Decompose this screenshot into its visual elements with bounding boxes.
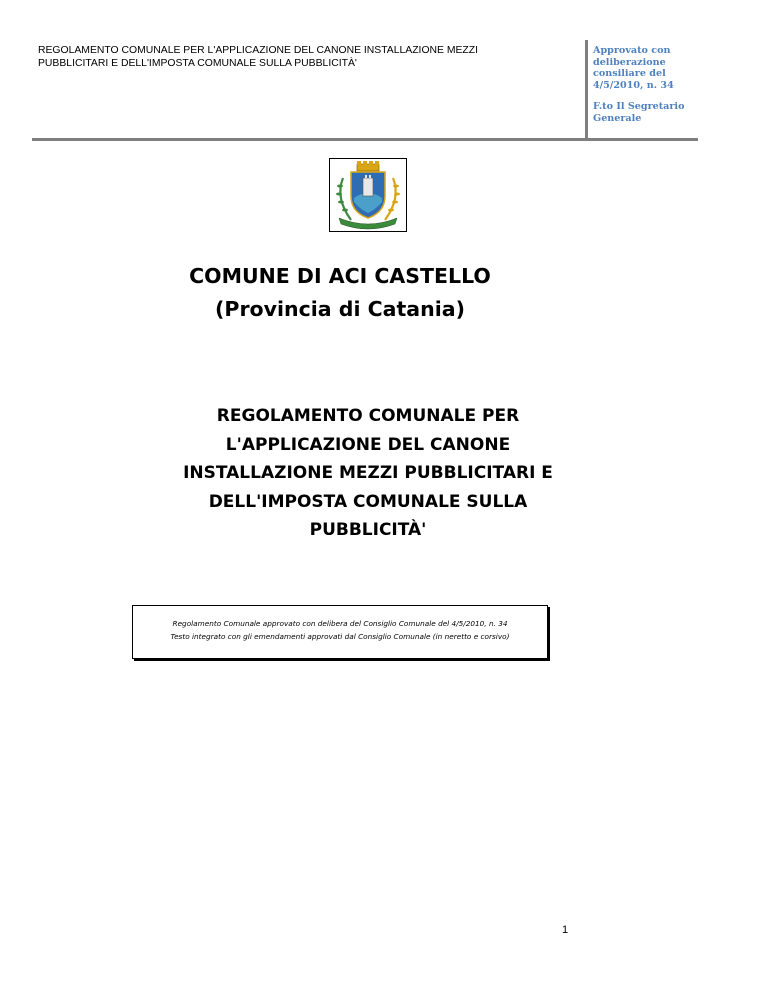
approval-line-2: deliberazione [593,56,666,68]
approval-notice-box [132,605,548,659]
document-title [160,402,576,545]
notice-line-1: Regolamento Comunale approvato con delibera del Consiglio Comunale del 4/5/2010, n. 34 [172,619,508,628]
document-title-line-4: DELL'IMPOSTA COMUNALE SULLA [208,491,528,512]
document-title-line-1: REGOLAMENTO COMUNALE PER [216,406,520,426]
running-header-line-1: REGOLAMENTO COMUNALE PER L'APPLICAZIONE DEL CANONE INSTALLAZIONE MEZZI [38,45,479,56]
running-header-line-2: PUBBLICITARI E DELL'IMPOSTA COMUNALE SULLA PUBBLICITÀ' [38,58,357,69]
header-vertical-divider [585,40,588,140]
comune-heading [0,260,680,326]
approval-line-1: Approvato con [593,45,671,56]
signature-line-1: F.to Il Segretario [593,101,685,113]
header-horizontal-divider [32,138,698,141]
comune-name: COMUNE DI ACI CASTELLO [189,264,491,288]
signature-line-2: Generale [593,112,642,124]
document-title-line-5: PUBBLICITÀ' [309,520,427,540]
document-title-line-3: INSTALLAZIONE MEZZI PUBBLICITARI E [183,463,553,483]
comune-province: (Provincia di Catania) [215,297,465,321]
running-header [38,44,568,70]
page-number: 1 [562,924,569,936]
coat-of-arms-icon [329,158,407,232]
approval-line-3: consiliare del [593,68,666,80]
document-title-line-2: L'APPLICAZIONE DEL CANONE [225,434,511,455]
approval-note [593,45,713,125]
approval-line-4: 4/5/2010, n. 34 [593,79,674,91]
notice-line-2: Testo integrato con gli emendamenti approvati dal Consiglio Comunale (in neretto e corsivo) [170,632,510,641]
